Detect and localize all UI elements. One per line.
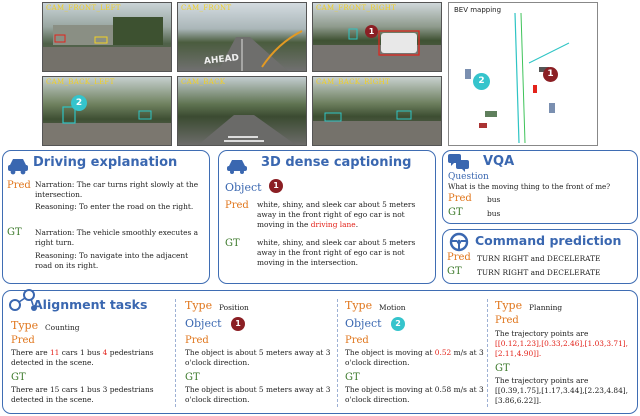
alignment-tasks-panel — [2, 290, 638, 414]
cam-front-right-image — [312, 2, 442, 72]
counting-gt-label: GT — [11, 372, 26, 383]
command-pred-value: TURN RIGHT and DECELERATE — [477, 254, 601, 263]
planning-type-value: Planning — [529, 303, 563, 312]
counting-pred-label: Pred — [11, 335, 35, 346]
object-marker-2-motion: 2 — [391, 317, 405, 331]
counting-pred-b: cars 1 bus — [59, 348, 103, 357]
dense-gt-label: GT — [225, 238, 240, 249]
counting-gt-text: There are 15 cars 1 bus 3 pedestrians detected in the scene. — [11, 385, 154, 404]
car-caption-icon — [223, 154, 251, 176]
steering-wheel-icon — [449, 232, 469, 252]
cam-back-right-image — [312, 76, 442, 146]
driving-explanation-title: Driving explanation — [33, 155, 178, 170]
motion-pred-label: Pred — [345, 335, 369, 346]
object-marker-1-camera: 1 — [365, 25, 378, 38]
motion-pred-a: The object is moving at — [345, 348, 435, 357]
driving-pred-narration: Narration: The car turns right slowly at the intersection. — [35, 180, 199, 199]
cam-back-label: CAM_BACK — [181, 78, 226, 86]
bev-map-label: BEV mapping — [454, 6, 502, 14]
vqa-title: VQA — [483, 154, 515, 169]
cam-front-scene — [178, 3, 306, 71]
driving-gt-reasoning: Reasoning: To navigate into the adjacent road on its right. — [35, 251, 189, 270]
counting-pred-text — [11, 348, 173, 368]
command-pred-label: Pred — [447, 252, 471, 263]
dense-captioning-title: 3D dense captioning — [261, 155, 412, 170]
driving-explanation-panel — [2, 150, 210, 284]
motion-type-label: Type — [345, 299, 373, 312]
driving-pred-label: Pred — [7, 180, 31, 191]
cam-back-left-image — [42, 76, 172, 146]
dense-pred-text — [257, 200, 429, 230]
dense-pred-text-a: white, shiny, and sleek car about 5 meters away in the front right of ego car is not moving in the — [257, 200, 416, 229]
vqa-gt-label: GT — [448, 207, 463, 218]
bev-map — [448, 2, 598, 146]
cam-back-image — [177, 76, 307, 146]
vqa-panel — [442, 150, 638, 224]
cam-back-scene — [178, 77, 306, 145]
driving-gt-narration: Narration: The vehicle smoothly executes a right turn. — [35, 228, 199, 247]
dense-gt-text: white, shiny, and sleek car about 5 meters away in the front right of ego car is not moving in the intersection. — [257, 238, 416, 267]
object-marker-1-dense: 1 — [269, 179, 283, 193]
cam-front-label: CAM_FRONT — [181, 4, 232, 12]
command-prediction-title: Command prediction — [475, 233, 622, 248]
position-gt-text: The object is about 5 meters away at 3 o'clock direction. — [185, 385, 331, 404]
cam-front-left-image — [42, 2, 172, 72]
object-marker-2-bev: 2 — [473, 73, 490, 90]
object-marker-2-camera: 2 — [71, 95, 87, 111]
alignment-tasks-title: Alignment tasks — [33, 297, 148, 312]
column-divider-1 — [175, 299, 176, 407]
driving-gt-label: GT — [7, 227, 22, 238]
planning-pred-label: Pred — [495, 315, 519, 326]
dense-pred-text-b: . — [355, 220, 359, 229]
motion-gt-label: GT — [345, 372, 360, 383]
cam-back-right-label: CAM_BACK_RIGHT — [316, 78, 390, 86]
road-marking-text: AHEAD — [203, 53, 240, 67]
cam-front-left-scene — [43, 3, 171, 71]
position-object-label: Object — [185, 317, 222, 330]
position-pred-label: Pred — [185, 335, 209, 346]
chat-bubbles-icon — [447, 153, 471, 173]
position-gt-label: GT — [185, 372, 200, 383]
planning-gt-intro: The trajectory points are — [495, 376, 589, 385]
motion-pred-b: m/s at 3 o'clock direction. — [345, 348, 484, 367]
bev-map-drawing — [449, 3, 597, 145]
planning-pred-intro: The trajectory points are — [495, 329, 589, 338]
dense-captioning-panel — [218, 150, 436, 284]
counting-pred-c: pedestrians detected in the scene. — [11, 348, 154, 367]
cam-front-image — [177, 2, 307, 72]
planning-type-label: Type — [495, 299, 523, 312]
cam-front-right-label: CAM_FRONT_RIGHT — [316, 4, 397, 12]
planning-gt-label: GT — [495, 363, 510, 374]
motion-pred-speed: 0.52 — [434, 348, 452, 357]
cam-back-left-label: CAM_BACK_LEFT — [46, 78, 115, 86]
motion-type-value: Motion — [379, 303, 406, 312]
vqa-pred-label: Pred — [448, 193, 472, 204]
cam-front-left-label: CAM_FRONT_LEFT — [46, 4, 121, 12]
counting-type-label: Type — [11, 319, 39, 332]
object-marker-1-position: 1 — [231, 317, 245, 331]
planning-pred-points: [[0.12,1.23],[0.33,2.46],[1.03,3.71],[2.11,4.90]]. — [495, 339, 629, 358]
motion-pred-text — [345, 348, 485, 368]
counting-pred-num2: 4 — [102, 348, 108, 357]
dense-pred-label: Pred — [225, 200, 249, 211]
column-divider-2 — [337, 299, 338, 407]
vqa-gt-answer: bus — [487, 209, 501, 218]
planning-gt-points: [[0.39,1.75],[1.17,3.44],[2.23,4.84],[3.86,6.22]]. — [495, 386, 629, 405]
motion-gt-text: The object is moving at 0.58 m/s at 3 o'clock direction. — [345, 385, 484, 404]
cam-back-left-scene — [43, 77, 171, 145]
position-type-value: Position — [219, 303, 249, 312]
counting-pred-a: There are — [11, 348, 50, 357]
counting-type-value: Counting — [45, 323, 80, 332]
command-gt-label: GT — [447, 266, 462, 277]
vqa-question-text: What is the moving thing to the front of me? — [448, 182, 611, 191]
car-icon — [5, 152, 31, 178]
motion-object-label: Object — [345, 317, 382, 330]
position-pred-text: The object is about 5 meters away at 3 o'clock direction. — [185, 348, 331, 367]
position-type-label: Type — [185, 299, 213, 312]
column-divider-3 — [487, 299, 488, 407]
dense-object-label: Object — [225, 181, 262, 194]
counting-pred-num1: 11 — [49, 348, 60, 357]
cam-front-right-scene — [313, 3, 441, 71]
vqa-question-label: Question — [448, 172, 489, 182]
command-prediction-panel — [442, 229, 638, 284]
command-gt-value: TURN RIGHT and DECELERATE — [477, 268, 601, 277]
vqa-pred-answer: bus — [487, 195, 501, 204]
object-marker-1-bev: 1 — [543, 67, 558, 82]
dense-pred-highlight: driving lane — [310, 220, 356, 229]
cam-back-right-scene — [313, 77, 441, 145]
driving-pred-reasoning: Reasoning: To enter the road on the right. — [35, 202, 194, 211]
